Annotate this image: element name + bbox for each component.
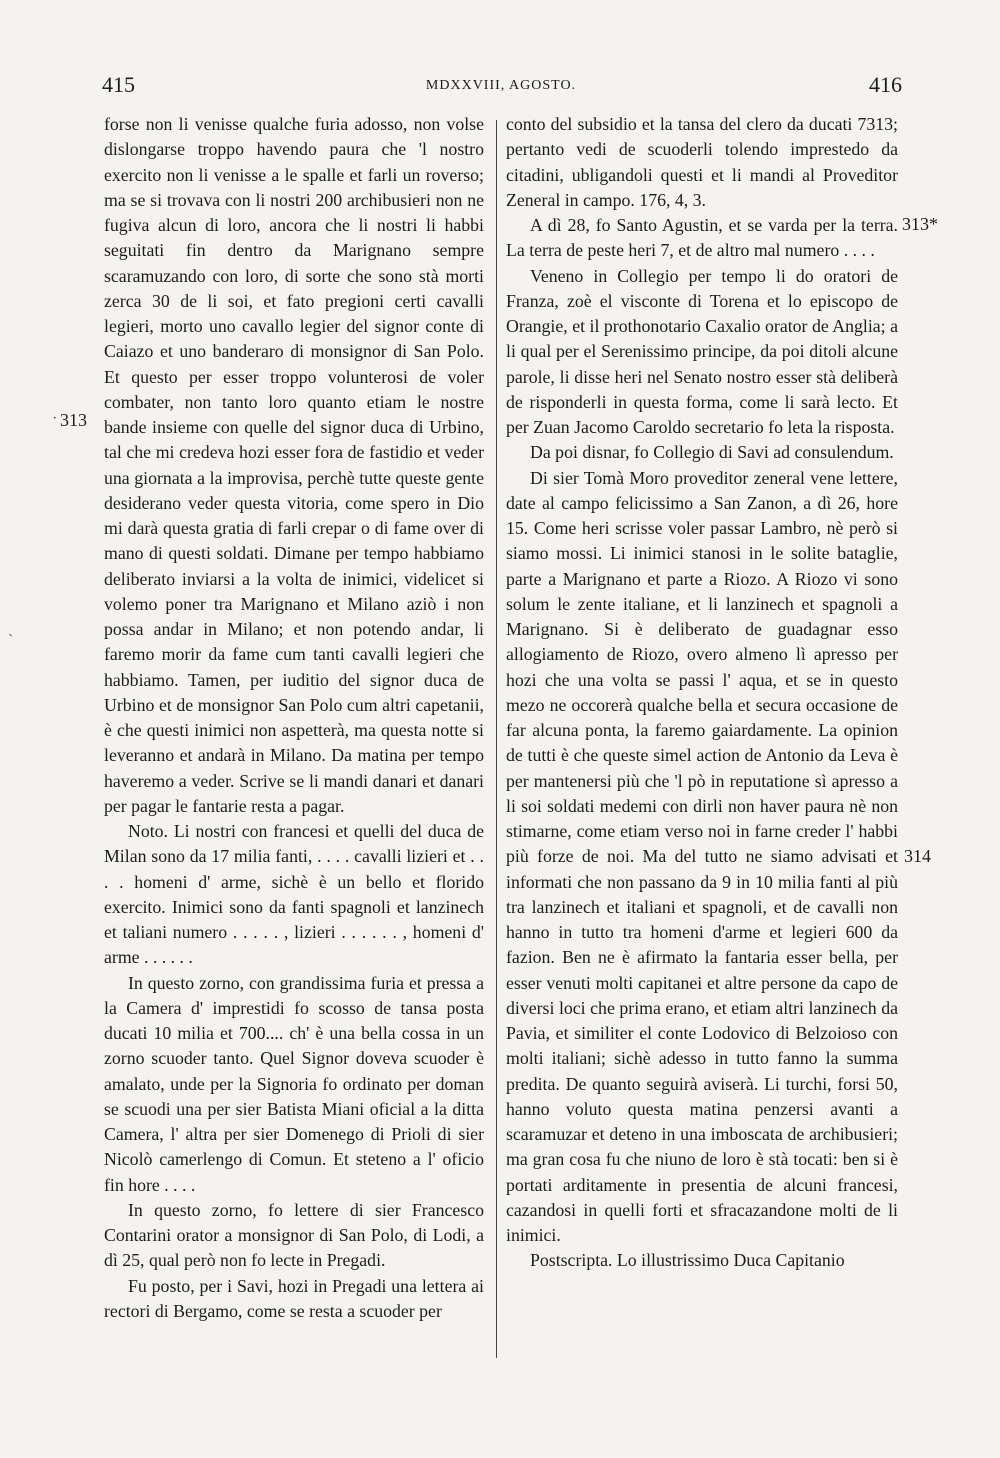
paragraph: Noto. Li nostri con francesi et quelli del duca de Milan sono da 17 milia fanti, . . . . cavalli lizieri et . . . . homeni d' arme, sichè è un bello et florido exercito. Inimici sono da fanti spagnoli et lanzinech et taliani numero . . . . . , lizieri . . . . . . , homeni d' arme . . . . . . [104,821,484,968]
left-column [104,112,484,1324]
paragraph: forse non li venisse qualche furia adosso, non volse dislongarse troppo havendo paura che 'l nostro exercito non li venisse a le spalle et farli un roverso; ma se si trovava con li nostri 200 archibusieri non ne fugiva alcun di loro, ancora che li nostri li habbi seguitati fin dentro da Marignano sempre scaramuzando con loro, di sorte che sono stà morti zerca 30 de li soi, et fato pregioni certi cavalli legieri, morto uno cavallo legier del signor conte di Caiazo et uno banderaro di monsignor di San Polo. Et questo per esser troppo volunterosi de voler combater, non tanto loro quanto etiam le nostre bande insieme con quelle del signor duca di Urbino, tal che mi credeva hozi esser fora de fastidio et veder una giornata a la improvisa, perchè tutte queste gente desiderano veder questa vitoria, come spero in Dio mi darà questa gratia di farli crepar o di fame over di mano di questi soldati. Dimane per tempo habbiamo deliberato inviarsi a la volta de inimici, videlicet si volemo poner tra Marignano et Milano aziò i non possa andar in Milano; et non potendo andar, li faremo morir da fame cum tanti cavalli legieri che habbiamo. Tamen, per iuditio del signor duca de Urbino et de monsignor San Polo cum altri capetanii, è che questi inimici non aspetterà, ma questa notte si leveranno et andarà in Milano. Da matina per tempo haveremo a veder. Scrive se li mandi danari et danari per pagar le fantarie resta a pagar. [104,114,484,816]
paragraph: conto del subsidio et la tansa del clero da ducati 7313; pertanto vedi de scuoderli tolendo imprestedo da citadini, ubligandoli questi et li mandi al Proveditor Zeneral in campo. 176, 4, 3. [506,114,898,210]
right-column [506,112,898,1274]
running-head: MDXXVIII, AGOSTO. [425,78,577,93]
margin-tick: ˴ [8,625,14,642]
margin-note-right-2: 314 [904,846,931,866]
paragraph: Postscripta. Lo illustrissimo Duca Capitanio [530,1250,845,1271]
paragraph: Di sier Tomà Moro proveditor zeneral vene lettere, date al campo felicissimo a San Zanon, a dì 26, hore 15. Come heri scrisse voler passar Lambro, nè però si siamo mossi. Li inimici stanosi in le solite bataglie, parte a Marignano et parte a Riozo. A Riozo vi sono solum le zente italiane, et li lanzinech et spagnoli a Marignano. Si è deliberato de guadagnar esso allogiamento de Riozo, overo almeno lì apresso per hozi che una volta se passi l' aqua, et se in questo mezo ne occorerà qualche bella et secura occasione de far alcuna ponta, la faremo gaiardamente. La opinion de tutti è che queste simel action de Antonio da Leva è per mantenersi più che 'l pò in reputatione sì apresso a li soi soldati medemi con dirli non haver paura nè non stimarne, come etiam verso noi in farne creder l' habbi più forze de noi. Ma del tutto ne siamo advisati et informati che non passano da 9 in 10 milia fanti al più tra lanzinech et italiani et spagnoli, et de cavalli non hanno in tutto tra homeni d'arme et legieri 600 da fazion. Ben ne è afirmato la fantaria esser bella, per esser venuti molti capitanei et altre persone da capo de diversi loci che prima erano, et etiam altri lanzinech da Pavia, et similiter el conte Lodovico di Belzoioso con molti italiani; sichè adesso in tutto fanno la summa predita. De quanto seguirà aviserà. Li turchi, forsi 50, hanno voluto questa matina penzersi avanti a scaramuzar et deteno in una imboscata de archibusieri; ma gran cosa fu che niuno de loro è stà tocati: ben si è portati arditamente in presentia de alcuni francesi, cazandosi in quelli forti et sfracazandone molti de li inimici. [506,467,898,1245]
paragraph: Veneno in Collegio per tempo li do oratori de Franza, zoè el visconte di Torena et lo episcopo de Orangie, et il prothonotario Caxalio orator de Anglia; a li qual per el Serenissimo principe, da poi ditoli alcune parole, li disse heri nel Senato nostro esser stà deliberà de risponderli in questa forma, come li sarà lecto. Et per Zuan Jacomo Caroldo secretario fo leta la risposta. [506,265,898,437]
margin-note-right-1: 313* [902,214,938,234]
paragraph: Da poi disnar, fo Collegio di Savi ad consulendum. [530,442,894,463]
column-divider [496,120,497,1358]
page-header [100,72,902,102]
margin-note-left: 313 [60,410,87,430]
paragraph: In questo zorno, con grandissima furia et pressa a la Camera d' imprestidi fo scosso de tansa posta ducati 10 milia et 700.... ch' è una bella cossa in un zorno scuoder tanto. Quel Signor doveva scuoder è amalato, unde per la Signoria fo ordinato per doman se scuodi una per sier Batista Miani oficial a la ditta Camera, l' altra per sier Domenego di Prioli di sier Nicolò camerlengo di Comun. Et steteno a l' oficio fin hore . . . . [104,972,484,1195]
page-number-right: 416 [869,72,902,97]
page-number-left: 415 [102,72,135,97]
margin-dot: · [52,410,58,427]
paragraph: Fu posto, per i Savi, hozi in Pregadi una lettera ai rectori di Bergamo, come se resta a scuoder per [104,1275,484,1321]
paragraph: A dì 28, fo Santo Agustin, et se varda per la terra. La terra de peste heri 7, et de altro mal numero . . . . [506,215,898,261]
paragraph: In questo zorno, fo lettere di sier Francesco Contarini orator a monsignor di San Polo, di Lodi, a dì 25, qual però non fo lecte in Pregadi. [104,1199,484,1271]
